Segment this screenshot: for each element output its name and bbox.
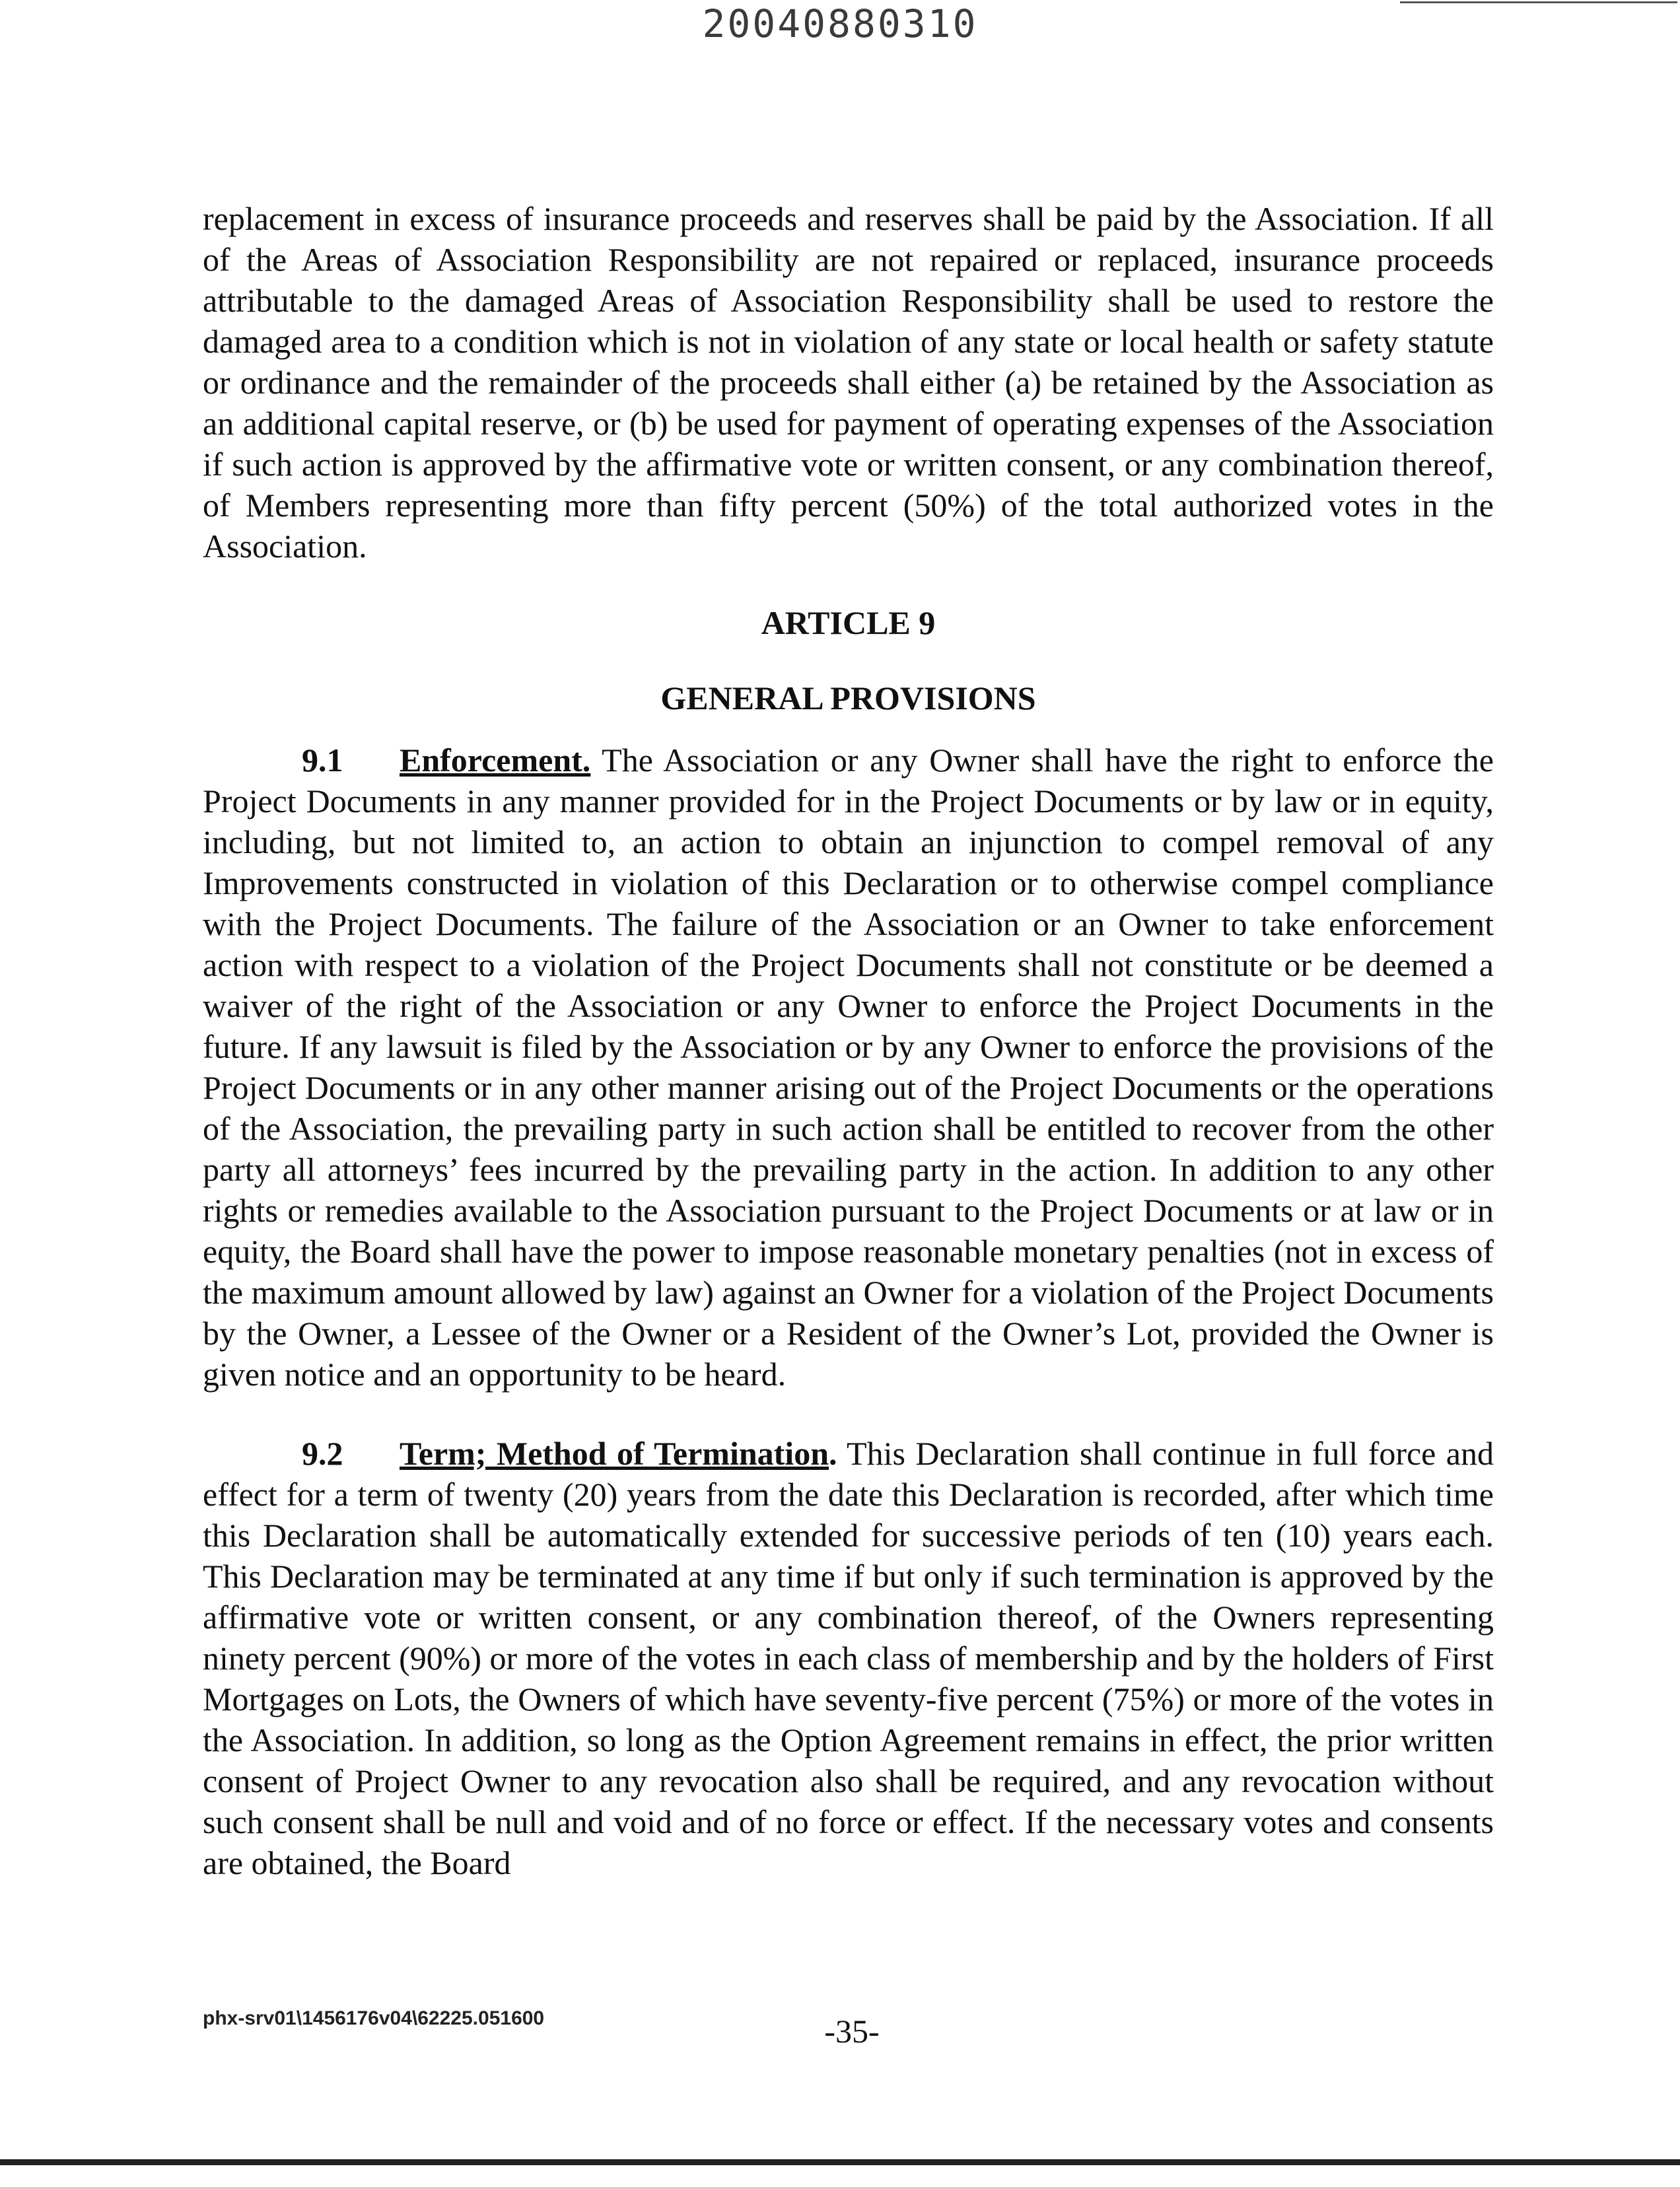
section-title-period: . — [829, 1435, 837, 1472]
section-9-2 — [203, 1433, 1494, 1883]
page-number: -35- — [824, 2013, 880, 2050]
article-title: GENERAL PROVISIONS — [660, 679, 1036, 716]
bottom-edge-rule — [0, 2159, 1680, 2165]
continuation-paragraph: replacement in excess of insurance proceeds and reserves shall be paid by the Association. If all of the Areas of Association Responsibility are not repaired or replaced, insurance proceeds attributable to the damaged Areas of Association Responsibility shall be used to restore the damaged area to a condition which is not in violation of any state or local health or safety statute or ordinance and the remainder of the proceeds shall either (a) be retained by the Association as an additional capital reserve, or (b) be used for payment of operating expenses of the Association if such action is approved by the affirmative vote or written consent, or any combination thereof, of Members representing more than fifty percent (50%) of the total authorized votes in the Association. — [203, 200, 1494, 565]
section-title: Term; Method of Termination — [400, 1435, 829, 1472]
section-number: 9.1 — [302, 742, 343, 779]
section-number: 9.2 — [302, 1435, 343, 1472]
section-text: The Association or any Owner shall have the right to enforce the Project Documents in any manner provided for in the Project Documents or by law or in equity, including, but not limited to, an action to obtain an injunction to compel removal of any Improvements constructed in violation of this Declaration or to otherwise compel compliance with the Project Documents. The failure of the Association or an Owner to take enforcement action with respect to a violation of the Project Documents shall not constitute or be deemed a waiver of the right of the Association or any Owner to enforce the Project Documents in the future. If any lawsuit is filed by the Association or by any Owner to enforce the provisions of the Project Documents or in any other manner arising out of the Project Documents or the operations of the Association, the prevailing party in such action shall be entitled to recover from the other party all attorneys’ fees incurred by the prevailing party in the action. In addition to any other rights or remedies available to the Association pursuant to the Project Documents or at law or in equity, the Board shall have the power to impose reasonable monetary penalties (not in excess of the maximum amount allowed by law) against an Owner for a violation of the Project Documents by the Owner, a Lessee of the Owner or a Resident of the Owner’s Lot, provided the Owner is given notice and an opportunity to be heard. — [203, 742, 1494, 1393]
section-text: This Declaration shall continue in full force and effect for a term of twenty (20) years from the date this Declaration is recorded, after which time this Declaration shall be automatically extended for successive periods of ten (10) years each. This Declaration may be terminated at any time if but only if such termination is approved by the affirmative vote or written consent, or any combination thereof, of the Owners representing ninety percent (90%) or more of the votes in each class of membership and by the holders of First Mortgages on Lots, the Owners of which have seventy-five percent (75%) or more of the votes in the Association. In addition, so long as the Option Agreement remains in effect, the prior written consent of Project Owner to any revocation also shall be required, and any revocation without such consent shall be null and void and of no force or effect. If the necessary votes and consents are obtained, the Board — [203, 1435, 1494, 1881]
article-heading: ARTICLE 9 — [761, 604, 936, 641]
section-title: Enforcement. — [400, 742, 591, 779]
section-9-1 — [203, 740, 1494, 1395]
page-body — [203, 198, 1494, 1883]
document-code: phx-srv01\1456176v04\62225.051600 — [203, 2007, 545, 2029]
recording-number: 20040880310 — [702, 1, 978, 46]
